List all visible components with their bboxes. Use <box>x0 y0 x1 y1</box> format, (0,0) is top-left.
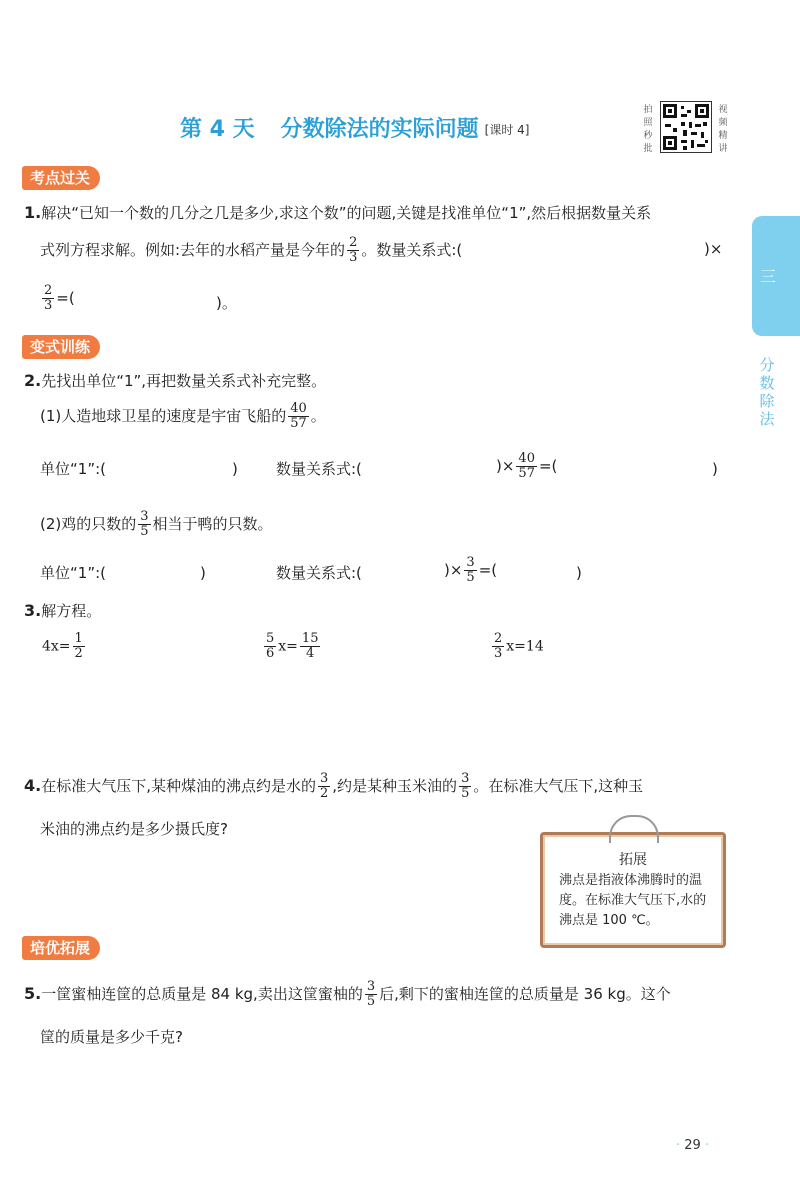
q2-part1 <box>40 402 326 431</box>
denominator: 4 <box>306 646 315 661</box>
numerator: 5 <box>266 631 275 646</box>
numerator: 40 <box>518 451 535 466</box>
q3-title-text: 解方程。 <box>41 602 102 620</box>
expand-heading: 拓展 <box>619 852 647 868</box>
times-sign: )× <box>444 561 463 579</box>
q3-equation-3 <box>490 632 544 661</box>
q5-number: 5. <box>24 984 42 1003</box>
q2-intro <box>24 370 326 392</box>
q3-number: 3. <box>24 601 42 620</box>
denominator: 57 <box>290 416 307 431</box>
q3-title <box>24 600 101 622</box>
numerator: 40 <box>290 401 307 416</box>
q1-text2: 式列方程求解。例如:去年的水稻产量是今年的 <box>40 241 346 259</box>
chapter-mark: 三 <box>760 267 777 286</box>
section-badge-3: 培优拓展 <box>22 936 100 960</box>
page-title <box>180 112 529 143</box>
q1-blank-close: )× <box>704 240 723 258</box>
q1-text3: 。数量关系式:( <box>361 241 463 259</box>
q2-p1-rel-label: 数量关系式:( <box>276 460 362 478</box>
fraction <box>347 236 359 265</box>
q1-line2 <box>40 236 462 265</box>
day-label: 第 4 天 <box>180 117 255 142</box>
chapter-tab[interactable] <box>752 216 800 336</box>
q2-p2-rel-label: 数量关系式:( <box>276 564 362 582</box>
denominator: 5 <box>140 524 149 539</box>
qr-right-caption: 视频精讲 <box>718 105 728 154</box>
q2-p2-unit-close: ) <box>200 564 206 582</box>
q5-text-a: 一筐蜜柚连筐的总质量是 84 kg,卖出这筐蜜柚的 <box>41 985 363 1003</box>
denominator: 5 <box>366 994 376 1009</box>
q1-line3 <box>40 284 75 313</box>
denominator: 57 <box>518 466 535 481</box>
denominator: 5 <box>466 570 475 585</box>
q2-part2-end: 相当于鸭的只数。 <box>152 515 273 533</box>
section-badge-2: 变式训练 <box>22 335 100 359</box>
fraction <box>516 452 537 481</box>
q2-part1-end: 。 <box>310 407 326 425</box>
q2-p2-unit-label: 单位“1”:( <box>40 564 106 582</box>
page-dot-left: · <box>676 1138 681 1153</box>
section-badge-1: 考点过关 <box>22 166 100 190</box>
q1-number: 1. <box>24 203 42 222</box>
lesson-tag: [课时 4] <box>484 123 530 137</box>
q5-text-b: 后,剩下的蜜柚连筐的总质量是 36 kg。这个 <box>379 985 671 1003</box>
fraction <box>464 556 476 585</box>
page-dot-right: · <box>704 1138 710 1153</box>
denominator: 6 <box>266 646 275 661</box>
denominator: 5 <box>461 786 470 801</box>
expand-text: 沸点是指液体沸腾时的温度。在标准大气压下,水的沸点是 100 ℃。 <box>559 873 707 928</box>
q4-line2: 米油的沸点约是多少摄氏度? <box>40 820 228 838</box>
q4-text-c: 。在标准大气压下,这种玉 <box>473 777 644 795</box>
q3-equation-2 <box>262 632 322 661</box>
eq2-mid: x= <box>278 638 298 655</box>
denominator: 2 <box>74 646 83 661</box>
expand-note-board <box>540 832 726 948</box>
numerator: 3 <box>366 979 376 994</box>
q1-eq-close: )。 <box>216 294 237 312</box>
q1-eq-open: =( <box>56 289 75 307</box>
numerator: 15 <box>301 631 319 646</box>
denominator: 3 <box>44 298 53 313</box>
q2-p2-rel-close: ) <box>576 564 582 582</box>
q5-line1 <box>24 980 671 1009</box>
q2-p1-rel-close: ) <box>712 460 718 478</box>
numerator: 2 <box>494 631 503 646</box>
q2-p1-unit-close: ) <box>232 460 238 478</box>
numerator: 3 <box>140 509 149 524</box>
fraction <box>73 632 85 661</box>
denominator: 2 <box>320 786 329 801</box>
qr-code-icon[interactable] <box>660 101 712 153</box>
q2-number: 2. <box>24 371 42 390</box>
hanger-icon <box>609 815 659 843</box>
q2-p2-rel-expr <box>444 556 497 585</box>
numerator: 3 <box>320 771 329 786</box>
numerator: 3 <box>461 771 470 786</box>
q1-line1 <box>24 202 651 224</box>
q2-p1-unit-label: 单位“1”:( <box>40 460 106 478</box>
page-number-text: 29 <box>684 1138 701 1153</box>
q2-intro-text: 先找出单位“1”,再把数量关系式补充完整。 <box>41 372 327 390</box>
chapter-label: 分数除法 <box>759 356 775 428</box>
fraction <box>42 284 54 313</box>
eq-open: =( <box>478 561 498 579</box>
fraction <box>288 402 309 431</box>
q5-line2: 筐的质量是多少千克? <box>40 1028 183 1046</box>
denominator: 3 <box>494 646 503 661</box>
fraction <box>492 632 504 661</box>
q4-number: 4. <box>24 776 42 795</box>
q4-line1 <box>24 772 643 801</box>
times-sign: )× <box>496 457 515 475</box>
lesson-title: 分数除法的实际问题 <box>280 117 479 142</box>
q2-part1-text: (1)人造地球卫星的速度是宇宙飞船的 <box>40 407 287 425</box>
numerator: 3 <box>466 555 475 570</box>
q4-text-b: ,约是某种玉米油的 <box>332 777 458 795</box>
fraction <box>138 510 150 539</box>
fraction <box>300 632 321 661</box>
eq1-left: 4x= <box>42 638 71 655</box>
fraction <box>318 772 330 801</box>
eq3-right: x=14 <box>506 638 544 655</box>
denominator: 3 <box>349 250 358 265</box>
q4-text-a: 在标准大气压下,某种煤油的沸点约是水的 <box>41 777 316 795</box>
eq-open: =( <box>538 457 558 475</box>
q2-p1-rel-expr <box>496 452 557 481</box>
numerator: 2 <box>44 283 53 298</box>
fraction <box>264 632 276 661</box>
numerator: 1 <box>74 631 83 646</box>
q1-text1: 解决“已知一个数的几分之几是多少,求这个数”的问题,关键是找准单位“1”,然后根据数量关系 <box>41 204 652 222</box>
q3-equation-1 <box>42 632 87 661</box>
fraction <box>365 980 377 1009</box>
q2-part2-text: (2)鸡的只数的 <box>40 515 137 533</box>
page-number <box>676 1138 709 1153</box>
fraction <box>459 772 471 801</box>
numerator: 2 <box>349 235 358 250</box>
q2-part2 <box>40 510 273 539</box>
qr-left-caption: 拍照秒批 <box>643 105 653 154</box>
